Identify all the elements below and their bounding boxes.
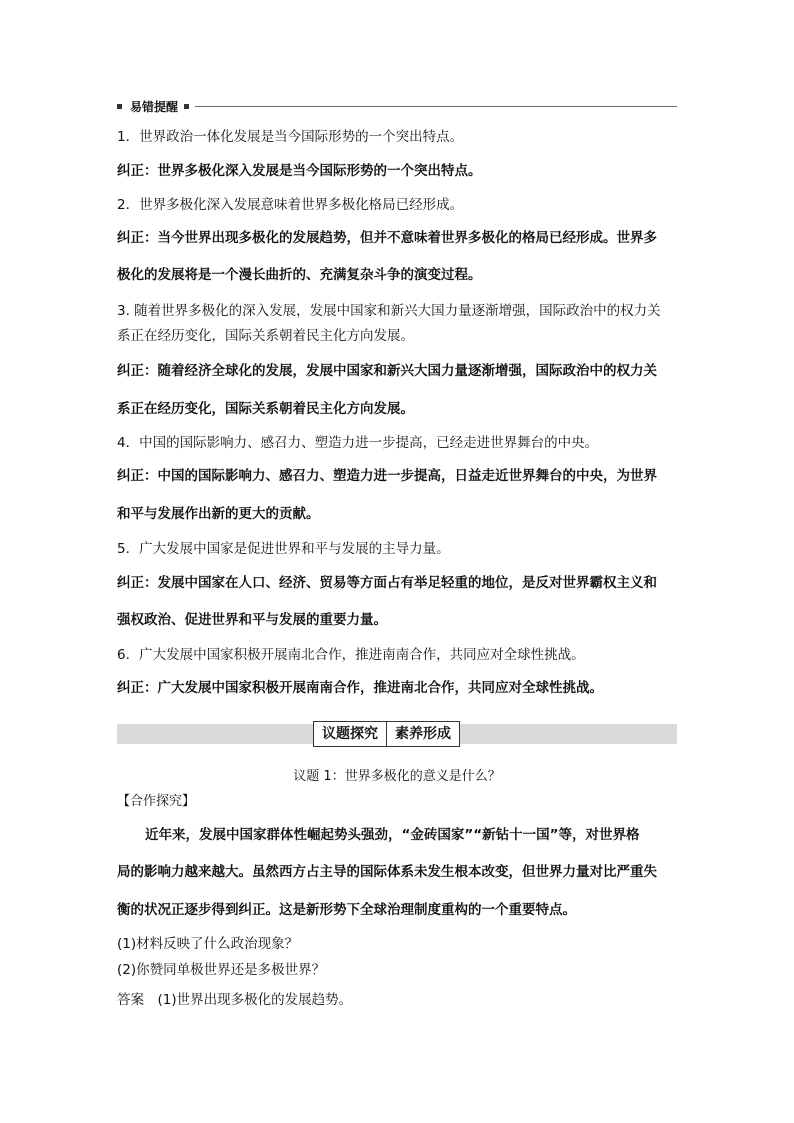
correction-3-line-1: 纠正：随着经济全球化的发展，发展中国家和新兴大国力量逐渐增强，国际政治中的权力关 [117,363,657,379]
section-rule [195,106,677,107]
correction-3-line-2: 系正在经历变化，国际关系朝着民主化方向发展。 [117,401,414,417]
error-statement-2: 2．世界多极化深入发展意味着世界多极化格局已经形成。 [117,197,464,213]
error-statement-5: 5．广大发展中国家是促进世界和平与发展的主导力量。 [117,541,450,557]
topic-title: 议题 1：世界多极化的意义是什么？ [293,769,501,784]
error-statement-4: 4．中国的国际影响力、感召力、塑造力进一步提高，已经走进世界舞台的中央。 [117,435,599,451]
question-2: (2)你赞同单极世界还是多极世界？ [117,962,326,978]
error-statement-3-line-2: 系正在经历变化，国际关系朝着民主化方向发展。 [117,328,414,344]
section-banner [117,724,677,744]
correction-1-line-1: 纠正：世界多极化深入发展是当今国际形势的一个突出特点。 [117,163,482,179]
correction-6-line-1: 纠正：广大发展中国家积极开展南南合作，推进南北合作，共同应对全球性挑战。 [117,680,603,696]
material-line-1: 近年来，发展中国家群体性崛起势头强劲，“金砖国家”“新钻十一国”等，对世界格 [145,827,640,843]
error-statement-6: 6．广大发展中国家积极开展南北合作，推进南南合作，共同应对全球性挑战。 [117,647,585,663]
error-statement-1: 1．世界政治一体化发展是当今国际形势的一个突出特点。 [117,129,464,145]
banner-box [313,721,460,747]
correction-5-line-1: 纠正：发展中国家在人口、经济、贸易等方面占有举足轻重的地位，是反对世界霸权主义和 [117,575,657,591]
correction-2-line-2: 极化的发展将是一个漫长曲折的、充满复杂斗争的演变过程。 [117,267,482,283]
material-line-2: 局的影响力越来越大。虽然西方占主导的国际体系未发生根本改变，但世界力量对比严重失 [117,864,657,880]
square-bullet-icon [117,104,122,109]
correction-5-line-2: 强权政治、促进世界和平与发展的重要力量。 [117,612,387,628]
correction-1 [117,162,482,180]
correction-4-line-2: 和平与发展作出新的更大的贡献。 [117,506,320,522]
question-1: (1)材料反映了什么政治现象？ [117,936,299,952]
correction-2-line-1: 纠正：当今世界出现多极化的发展趋势，但并不意味着世界多极化的格局已经形成。世界多 [117,230,657,246]
error-statement-3-line-1: 3. 随着世界多极化的深入发展，发展中国家和新兴大国力量逐渐增强，国际政治中的权力关 [117,303,661,319]
square-bullet-icon [184,104,189,109]
correction-4-line-1: 纠正：中国的国际影响力、感召力、塑造力进一步提高，日益走近世界舞台的中央，为世界 [117,468,657,484]
answer-line: 答案 (1)世界出现多极化的发展趋势。 [117,992,353,1008]
section-header [117,98,677,114]
section-title: 易错提醒 [130,99,179,114]
banner-right-label: 素养形成 [386,722,459,746]
cooperation-label: 【合作探究】 [117,794,196,809]
material-line-3: 衡的状况正逐步得到纠正。这是新形势下全球治理制度重构的一个重要特点。 [117,902,576,918]
banner-left-label: 议题探究 [322,726,378,742]
